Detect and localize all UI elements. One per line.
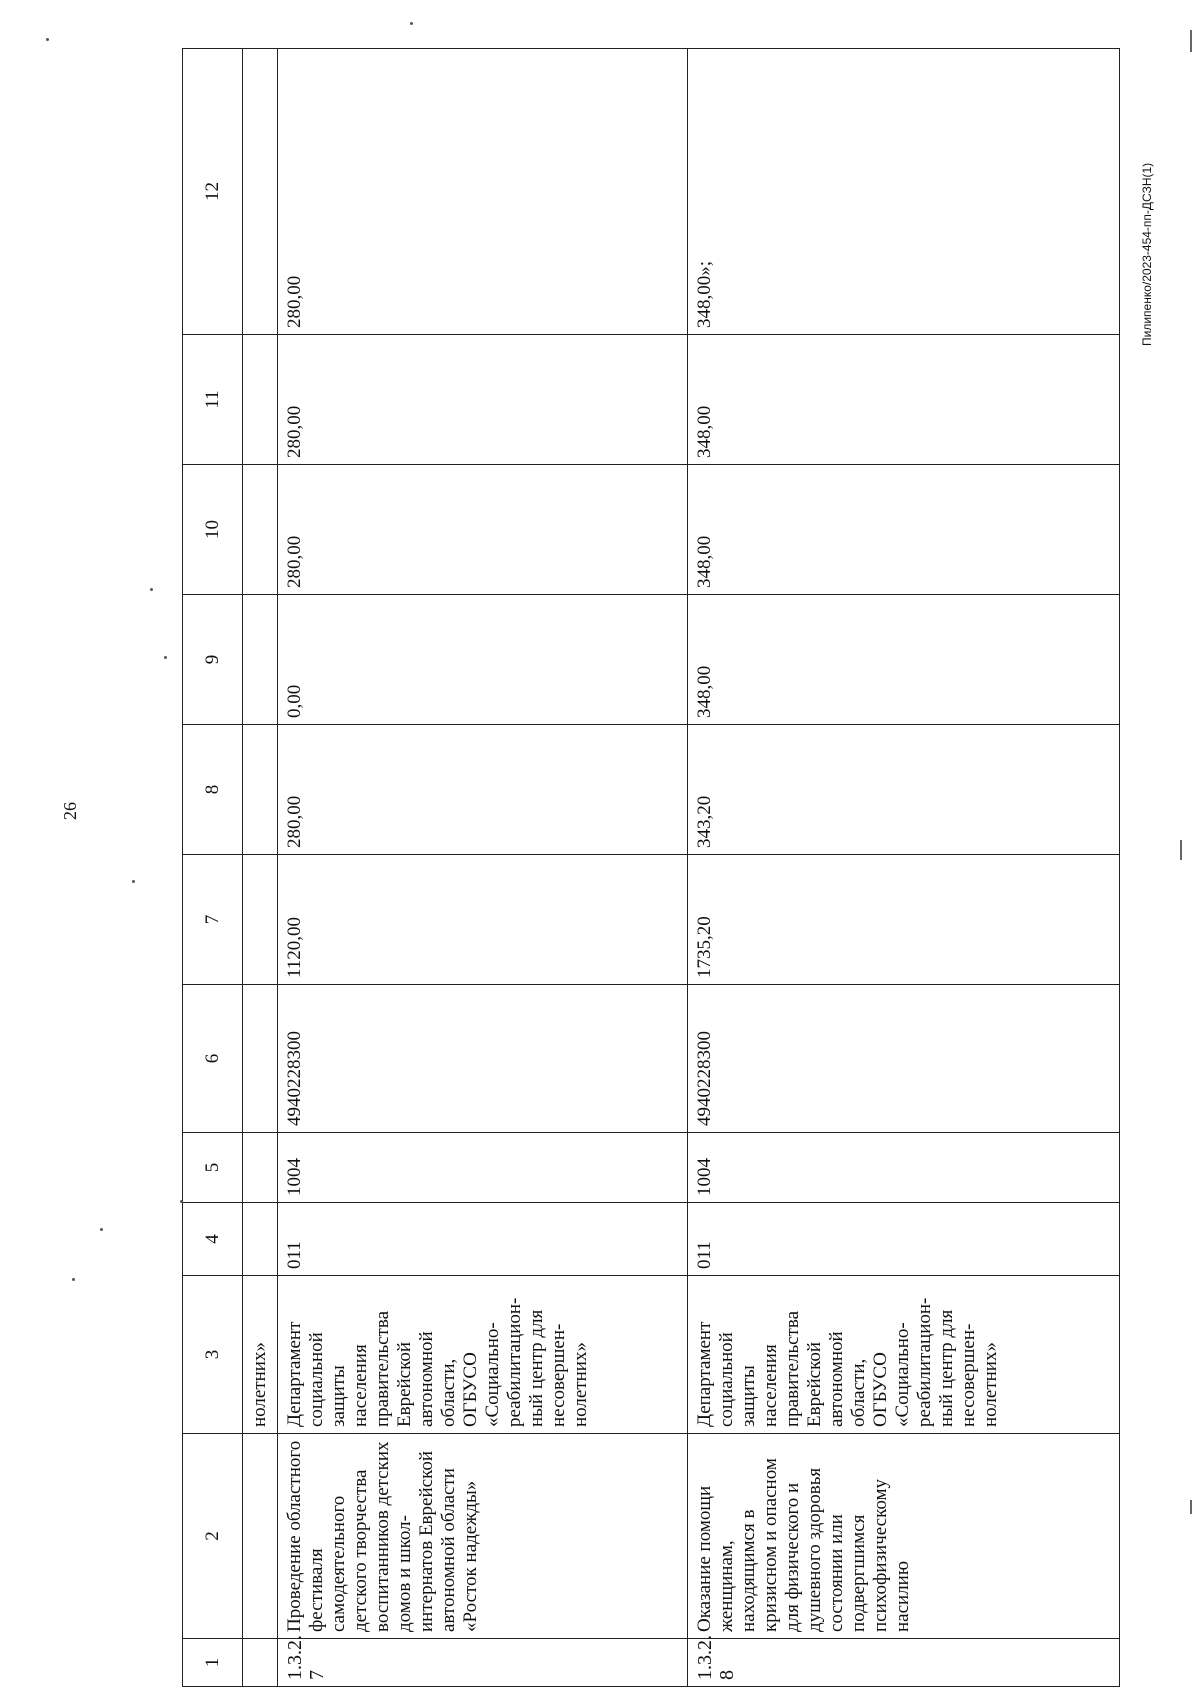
row-number: 1.3.2. 7: [278, 1639, 688, 1687]
page-number: 26: [60, 802, 80, 820]
code-cell: 011: [688, 1203, 1120, 1276]
header-cell: 8: [183, 725, 243, 855]
activity-name: Проведение областного фестиваля самодеятельного детского творчества воспитанников детских домов и школ-интернатов Еврейской автономной области «Росток надежды»: [278, 1434, 688, 1639]
table-cell: [243, 1203, 278, 1276]
code-cell: 1004: [688, 1133, 1120, 1203]
table-row: [688, 49, 1120, 1687]
value-cell: 280,00: [278, 465, 688, 595]
executor-cell: нолетних»: [243, 1276, 278, 1434]
document-code: Пилипенко/2023-454-пп-ДСЗН(1): [1140, 162, 1154, 346]
scan-mark: [1190, 30, 1192, 52]
table-cell: [243, 49, 278, 335]
scan-mark: [1190, 1500, 1192, 1514]
header-cell: 6: [183, 985, 243, 1133]
value-cell: 348,00: [688, 465, 1120, 595]
header-cell: 7: [183, 855, 243, 985]
scan-speck: [132, 880, 135, 883]
value-cell: 280,00: [278, 335, 688, 465]
scan-speck: [100, 1228, 103, 1231]
scan-speck: [164, 656, 167, 659]
table-row: [278, 49, 688, 1687]
executor-cell: Департамент социальной защиты населения правительства Еврейской автономной области, ОГБУСО «Социально-реабилитацион-ный центр для несовершен-нолетних»: [688, 1276, 1120, 1434]
scan-mark: [1180, 840, 1182, 860]
scan-speck: [46, 38, 49, 41]
header-cell: 2: [183, 1434, 243, 1639]
scan-speck: [180, 1200, 183, 1203]
budget-table: [182, 48, 1120, 1687]
header-cell: 5: [183, 1133, 243, 1203]
header-cell: 4: [183, 1203, 243, 1276]
value-cell: 1735,20: [688, 855, 1120, 985]
header-cell: 3: [183, 1276, 243, 1434]
table-cell: [243, 855, 278, 985]
row-number: 1.3.2. 8: [688, 1639, 1120, 1687]
table-cell: [243, 1639, 278, 1687]
value-cell: 280,00: [278, 49, 688, 335]
code-cell: 1004: [278, 1133, 688, 1203]
header-cell: 12: [183, 49, 243, 335]
code-cell: 4940228300: [278, 985, 688, 1133]
code-cell: 4940228300: [688, 985, 1120, 1133]
table-cell: [243, 465, 278, 595]
continuation-row: [243, 49, 278, 1687]
header-cell: 1: [183, 1639, 243, 1687]
table-cell: [243, 1434, 278, 1639]
executor-cell: Департамент социальной защиты населения правительства Еврейской автономной области, ОГБУСО «Социально-реабилитацион-ный центр для несовершен-нолетних»: [278, 1276, 688, 1434]
value-cell: 343,20: [688, 725, 1120, 855]
scan-speck: [72, 1278, 75, 1281]
header-cell: 9: [183, 595, 243, 725]
value-cell: 348,00: [688, 335, 1120, 465]
header-cell: 10: [183, 465, 243, 595]
scan-speck: [410, 22, 413, 25]
value-cell: 0,00: [278, 595, 688, 725]
code-cell: 011: [278, 1203, 688, 1276]
table-cell: [243, 595, 278, 725]
value-cell: 280,00: [278, 725, 688, 855]
activity-name: Оказание помощи женщинам, находящимся в кризисном и опасном для физического и душевного здоровья состоянии или подвергшимся психофизическому насилию: [688, 1434, 1120, 1639]
table-cell: [243, 725, 278, 855]
value-cell: 348,00: [688, 595, 1120, 725]
value-cell: 348,00»;: [688, 49, 1120, 335]
header-row: [183, 49, 243, 1687]
header-cell: 11: [183, 335, 243, 465]
table-cell: [243, 985, 278, 1133]
table-cell: [243, 335, 278, 465]
value-cell: 1120,00: [278, 855, 688, 985]
table-cell: [243, 1133, 278, 1203]
scan-speck: [150, 588, 153, 591]
rotated-table-container: [182, 49, 1120, 1687]
